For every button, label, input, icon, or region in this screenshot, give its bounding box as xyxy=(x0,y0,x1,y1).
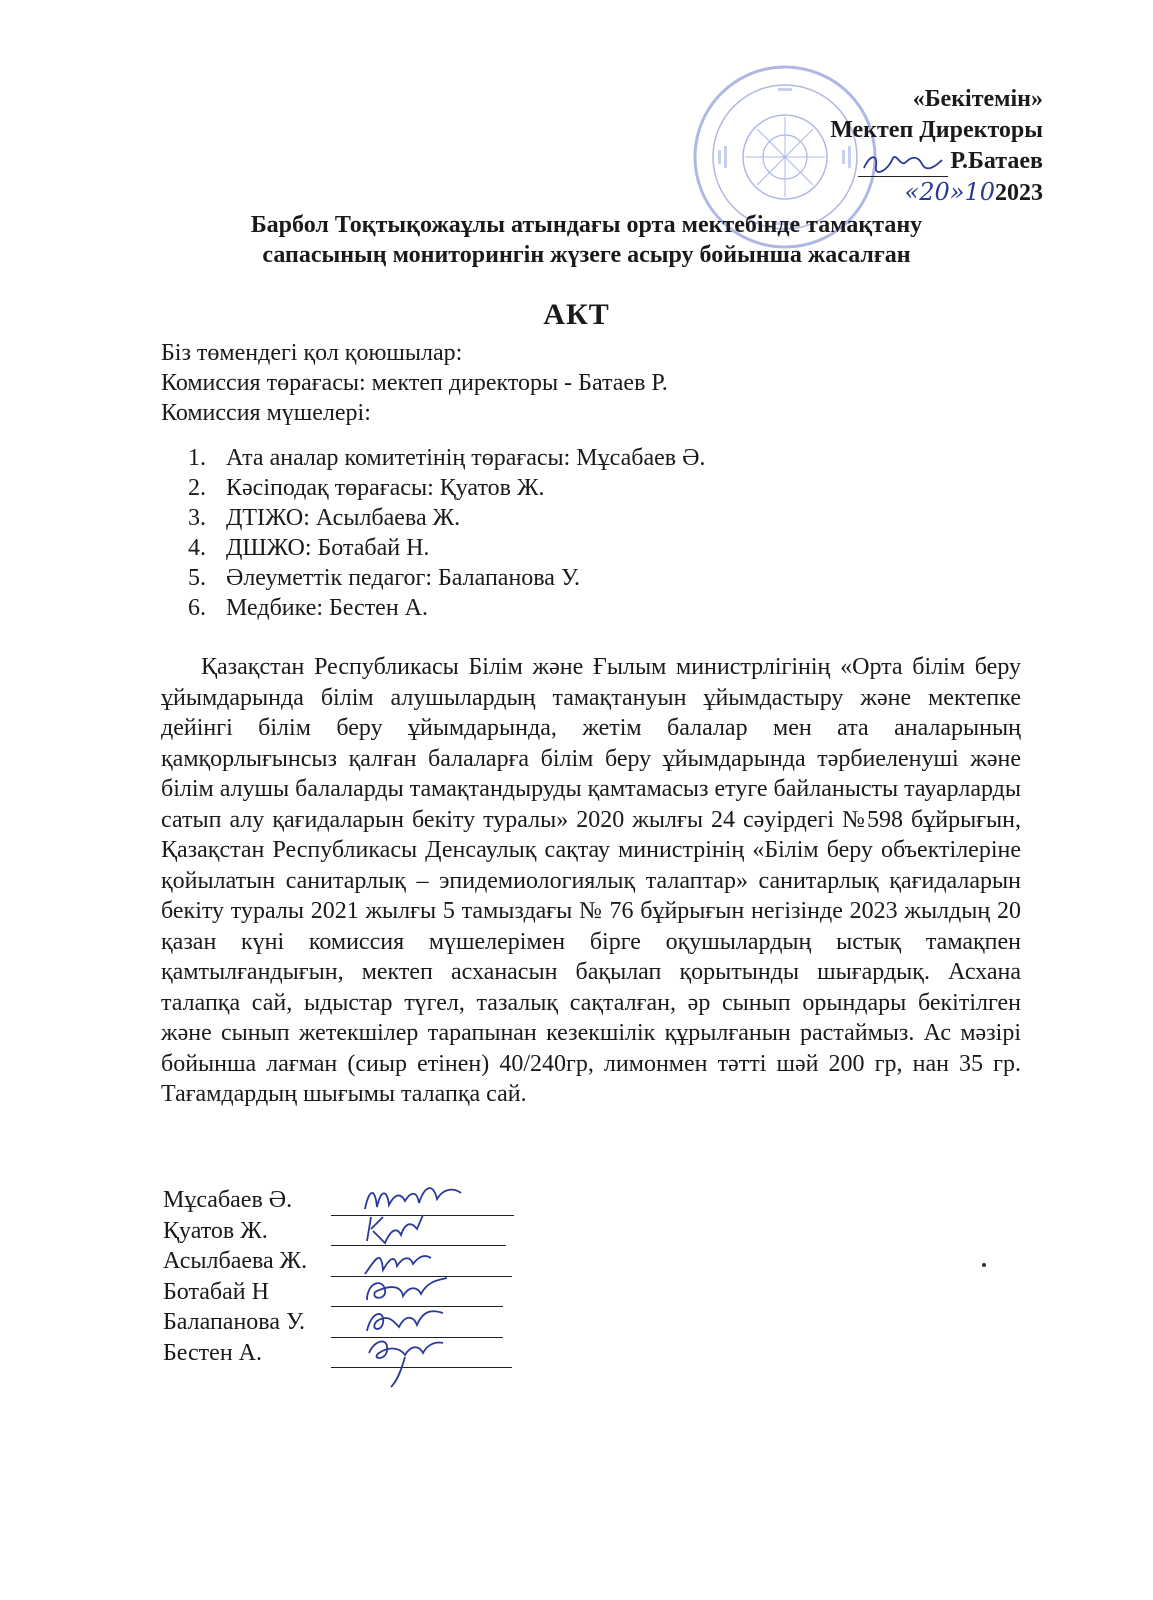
approval-label: «Бекітемін» xyxy=(912,86,1043,112)
document-title xyxy=(0,210,1153,270)
signature-block xyxy=(163,1185,514,1368)
intro-line-1: Біз төмендегі қол қоюшылар: xyxy=(161,340,463,366)
intro-chair: Комиссия төрағасы: мектеп директоры - Батаев Р. xyxy=(161,370,668,396)
approval-date xyxy=(830,177,1043,209)
handwritten-signature xyxy=(331,1345,512,1368)
intro-members-heading: Комиссия мүшелері: xyxy=(161,400,371,426)
list-item: 4. ДШЖО: Ботабай Н. xyxy=(188,535,430,561)
document-type: АКТ xyxy=(543,298,610,331)
signature-row: Асылбаева Ж. xyxy=(163,1246,514,1277)
approval-date-year: 2023 xyxy=(995,180,1043,206)
approval-position: Мектеп Директоры xyxy=(830,117,1043,143)
list-item: 1. Ата аналар комитетінің төрағасы: Мұсабаев Ә. xyxy=(188,445,706,471)
title-line-1: Барбол Тоқтықожаұлы атындағы орта мектебінде тамақтану xyxy=(250,212,923,238)
signature-row: Балапанова У. xyxy=(163,1307,514,1338)
signature-row: Мұсабаев Ә. xyxy=(163,1185,514,1216)
stray-mark xyxy=(982,1263,986,1267)
director-signature xyxy=(858,154,948,177)
members-list xyxy=(188,443,705,623)
approval-date-day: «20» xyxy=(904,178,965,206)
body-paragraph: Қазақстан Республикасы Білім және Ғылым министрлігінің «Орта білім беру ұйымдарында білім алушылардың тамақтануын ұйымдастыру және мектепке дейінгі білім беру ұйымдарында, жетім балалар мен ата аналарының қамқорлығынсыз қалған балаларға білім беру ұйымдарында тәрбиеленуші және білім алушы балаларды тамақтандыруды қамтамасыз етуге байланысты тауарларды сатып алу қағидаларын бекіту туралы» 2020 жылғы 24 сәуірдегі №598 бұйрығын, Қазақстан Республикасы Денсаулық сақтау министрінің «Білім беру объектілеріне қойылатын санитарлық – эпидемиологиялық талаптар» санитарлық қағидаларын бекіту туралы 2021 жылғы 5 тамыздағы № 76 бұйрығын негізінде 2023 жылдың 20 қазан күні комиссия мүшелерімен бірге оқушылардың ыстық тамақпен қамтылғандығын, мектеп асханасын бақылап қорытынды шығардық. Асхана талапқа сай, ыдыстар түгел, тазалық сақталған, әр сынып орындары бекітілген және сынып жетекшілер тарапынан кезекшілік құрылғанын растаймыз. Ас мәзірі бойынша лағман (сиыр етінен) 40/240гр, лимонмен тәтті шәй 200 гр, нан 35 гр. Тағамдардың шығымы талапқа сай. xyxy=(161,654,1021,1107)
approval-signer-line xyxy=(830,146,1043,177)
list-item: 6. Медбике: Бестен А. xyxy=(188,595,429,621)
intro xyxy=(161,338,668,428)
list-item: 3. ДТІЖО: Асылбаева Ж. xyxy=(188,505,461,531)
list-item: 5. Әлеуметтік педагог: Балапанова У. xyxy=(188,565,581,591)
signature-row: Қуатов Ж. xyxy=(163,1216,514,1247)
title-line-2: сапасының мониторингін жүзеге асыру бойынша жасалған xyxy=(262,242,911,268)
signature-row: Ботабай Н xyxy=(163,1277,514,1308)
approval-date-month: 10 xyxy=(964,178,995,206)
signature-row: Бестен А. xyxy=(163,1338,514,1369)
approval-signer: Р.Батаев xyxy=(950,148,1043,174)
approval-block xyxy=(830,84,1043,209)
list-item: 2. Кәсіподақ төрағасы: Қуатов Ж. xyxy=(188,475,545,501)
